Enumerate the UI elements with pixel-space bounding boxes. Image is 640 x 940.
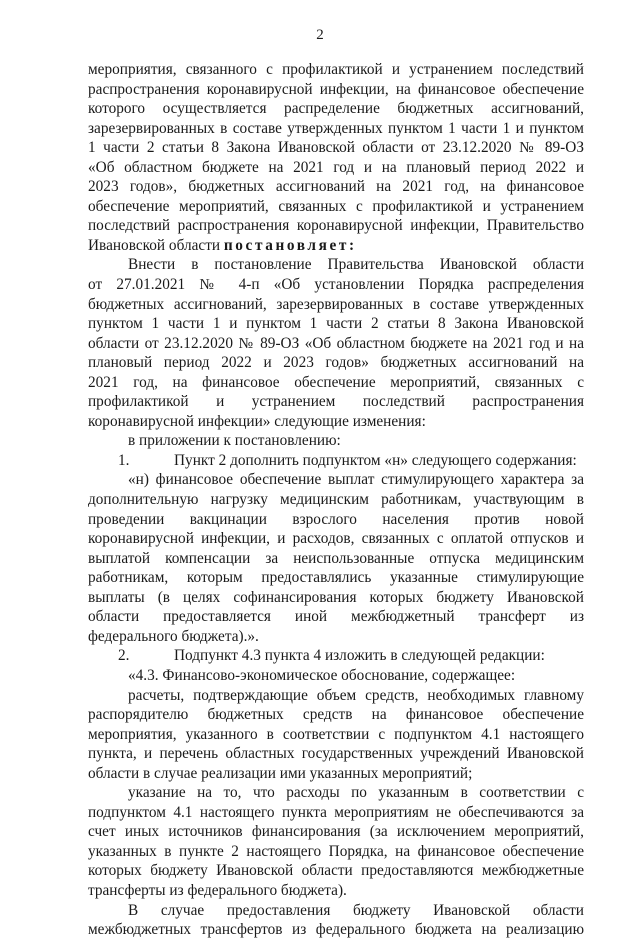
text-line [88, 725, 584, 745]
text-line [88, 431, 584, 451]
line-text: зарезервированных в составе утвержденных пунктом 1 части 1 и пунктом [88, 119, 584, 137]
text-line [88, 451, 584, 471]
text-line [88, 80, 584, 100]
text-line [88, 686, 584, 706]
line-text: 1 части 2 статьи 8 Закона Ивановской области от 23.12.2020 № 89-ОЗ [88, 139, 584, 157]
line-text: коронавирусной инфекции, и расходов, связанных с оплатой отпусков и [88, 530, 584, 548]
text-line [88, 295, 584, 315]
text-line [88, 510, 584, 530]
text-line [88, 353, 584, 373]
text-line [88, 470, 584, 490]
text-line [88, 881, 584, 901]
document-body [88, 60, 584, 940]
text-line [88, 158, 584, 178]
text-line [88, 236, 584, 256]
line-text: подпунктом 4.1 настоящего пункта мероприятиям не обеспечиваются за [88, 803, 584, 821]
line-text: Подпункт 4.3 пункта 4 изложить в следующей редакции: [174, 647, 545, 665]
text-line [88, 314, 584, 334]
resolution-keyword: постановляет [223, 236, 349, 254]
page-number: 2 [316, 27, 324, 43]
text-line [88, 255, 584, 275]
line-text: «н) финансовое обеспечение выплат стимулирующего характера за [128, 471, 584, 489]
line-text: счет иных источников финансирования (за исключением мероприятий, [88, 823, 584, 841]
line-text: 2021 год, на финансовое обеспечение мероприятий, связанных с [88, 373, 584, 391]
text-line [88, 901, 584, 921]
text-line [88, 275, 584, 295]
line-text: последствий распространения коронавирусной инфекции, Правительство [88, 217, 584, 235]
line-text: бюджетных ассигнований, зарезервированных в составе утвержденных [88, 295, 584, 313]
line-text: указанных в пункте 2 настоящего Порядка, на финансовое обеспечение [88, 842, 584, 860]
keyword-colon: : [349, 236, 357, 254]
line-text: проведении вакцинации взрослого населения против новой [88, 510, 584, 528]
text-line [88, 627, 584, 647]
line-text: от 27.01.2021 № 4-п «Об установлении Порядка распределения [88, 276, 584, 294]
text-line [88, 138, 584, 158]
line-text: расчеты, подтверждающие объем средств, необходимых главному [128, 686, 584, 704]
line-text: 2023 годов», бюджетных ассигнований на 2021 год, на финансовое [88, 178, 584, 196]
text-line [88, 920, 584, 940]
line-text: обеспечение мероприятий, связанных с профилактикой и устранением [88, 197, 584, 215]
line-text: пунктом 1 части 1 и пунктом 1 части 2 статьи 8 Закона Ивановской [88, 315, 584, 333]
text-line [88, 646, 584, 666]
text-line [88, 412, 584, 432]
text-line [88, 842, 584, 862]
line-text: дополнительную нагрузку медицинским работникам, участвующим в [88, 491, 584, 509]
line-text: указание на то, что расходы по указанным в соответствии с [128, 784, 584, 802]
text-line [88, 60, 584, 80]
line-text: распространения коронавирусной инфекции, на финансовое обеспечение [88, 80, 584, 98]
text-line [88, 529, 584, 549]
line-text: выплаты (в целях софинансирования которых бюджету Ивановской [88, 588, 584, 606]
line-text: которого осуществляется распределение бюджетных ассигнований, [88, 100, 584, 118]
text-line [88, 822, 584, 842]
line-text: Внести в постановление Правительства Ивановской области [128, 256, 584, 274]
line-text: Ивановской области [88, 236, 224, 254]
text-line [88, 392, 584, 412]
line-text: области предоставляется иной межбюджетный трансферт из [88, 608, 584, 626]
line-text: профилактикой и устранением последствий распространения [88, 393, 584, 411]
line-text: Пункт 2 дополнить подпунктом «н» следующего содержания: [174, 451, 577, 469]
text-line [88, 666, 584, 686]
line-text: мероприятия, указанного в соответствии с подпунктом 4.1 настоящего [88, 725, 584, 743]
line-text: области в случае реализации ими указанных мероприятий; [88, 764, 473, 782]
text-line [88, 607, 584, 627]
text-line [88, 490, 584, 510]
list-number: 1. [118, 451, 130, 469]
line-text: области от 23.12.2020 № 89-ОЗ «Об областном бюджете на 2021 год и на [88, 334, 584, 352]
text-line [88, 803, 584, 823]
list-number: 2. [118, 647, 130, 665]
text-line [88, 568, 584, 588]
text-line [88, 783, 584, 803]
line-text: межбюджетных трансфертов из федерального бюджета на реализацию [88, 921, 584, 939]
text-line [88, 705, 584, 725]
text-line [88, 861, 584, 881]
line-text: коронавирусной инфекции» следующие изменения: [88, 412, 426, 430]
text-line [88, 588, 584, 608]
text-line [88, 197, 584, 217]
text-line [88, 177, 584, 197]
line-text: распорядителю бюджетных средств на финансовое обеспечение [88, 706, 584, 724]
line-text: «Об областном бюджете на 2021 год и на плановый период 2022 и [88, 158, 584, 176]
line-text: федерального бюджета).». [88, 627, 259, 645]
text-line [88, 334, 584, 354]
text-line [88, 119, 584, 139]
text-line [88, 764, 584, 784]
line-text: трансферты из федерального бюджета). [88, 881, 347, 899]
line-text: «4.3. Финансово-экономическое обоснование, содержащее: [128, 666, 516, 684]
line-text: в приложении к постановлению: [128, 432, 341, 450]
text-line [88, 744, 584, 764]
text-line [88, 549, 584, 569]
line-text: мероприятия, связанного с профилактикой и устранением последствий [88, 61, 584, 78]
line-text: выплатой компенсации за неиспользованные отпуска медицинским [88, 549, 584, 567]
line-text: которых бюджету Ивановской области предоставляются межбюджетные [88, 862, 584, 880]
text-line [88, 99, 584, 119]
line-text: работникам, которым предоставлялись указанные стимулирующие [88, 569, 584, 587]
line-text: пункта, и перечень областных государственных учреждений Ивановской [88, 745, 584, 763]
text-line [88, 373, 584, 393]
line-text: плановый период 2022 и 2023 годов» бюджетных ассигнований на [88, 354, 584, 372]
line-text: В случае предоставления бюджету Ивановской области [128, 901, 584, 919]
text-line [88, 216, 584, 236]
